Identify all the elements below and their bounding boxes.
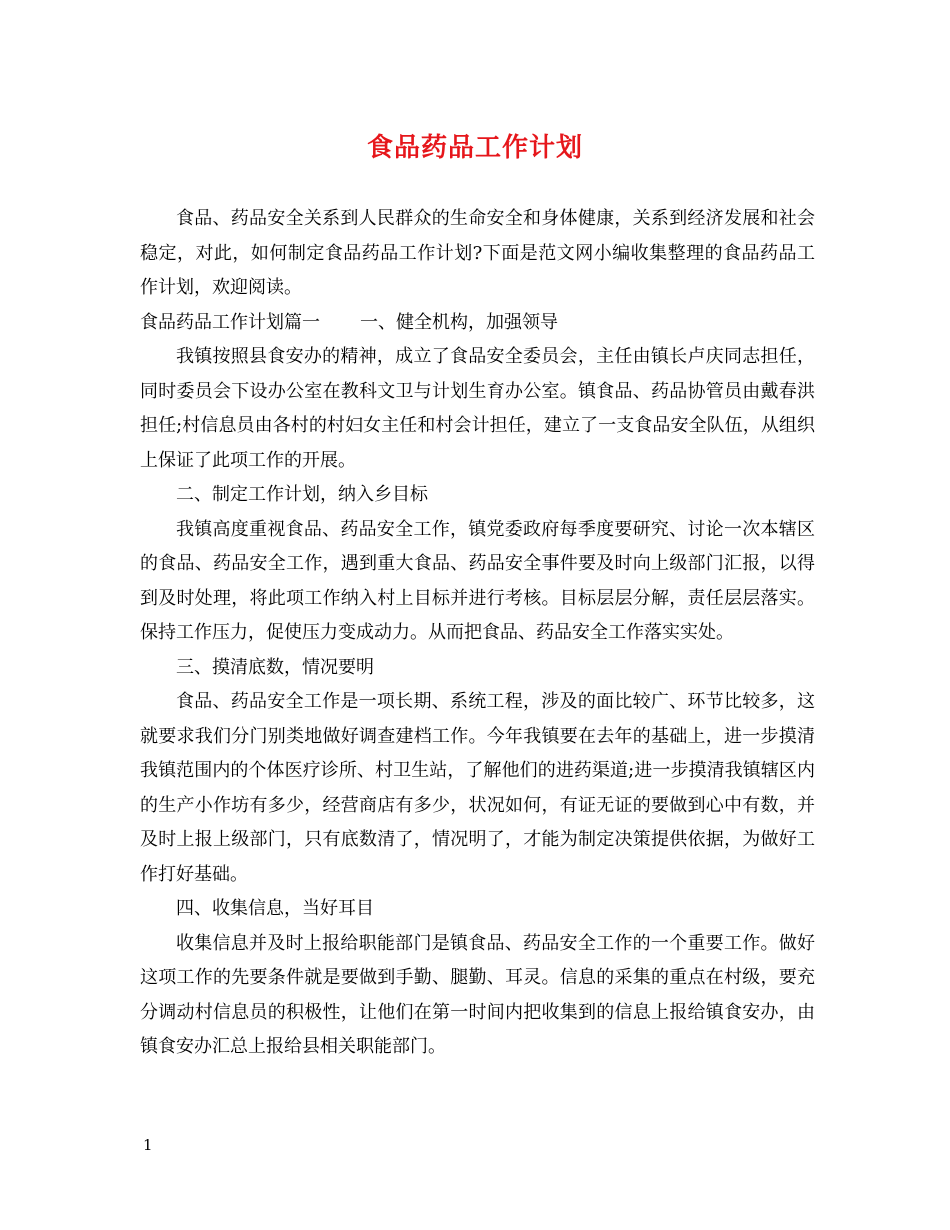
section-2-heading: 二、制定工作计划，纳入乡目标	[176, 484, 428, 505]
section-3-heading: 三、摸清底数，情况要明	[176, 656, 374, 678]
section-4-heading: 四、收集信息，当好耳目	[176, 898, 374, 919]
section-1-heading: 一、健全机构，加强领导	[360, 311, 558, 333]
section-3-body: 食品、药品安全工作是一项长期、系统工程，涉及的面比较广、环节比较多，这就要求我们分门别类地做好调查建档工作。今年我镇要在去年的基础上，进一步摸清我镇范围内的个体医疗诊所、村卫生站，了解他们的进药渠道;进一步摸清我镇辖区内的生产小作坊有多少，经营商店有多少，状况如何，有证无证的要做到心中有数，并及时上报上级部门，只有底数清了，情况明了，才能为制定决策提供依据，为做好工作打好基础。	[140, 691, 815, 885]
section-2-body: 我镇高度重视食品、药品安全工作，镇党委政府每季度要研究、讨论一次本辖区的食品、药品安全工作，遇到重大食品、药品安全事件要及时向上级部门汇报，以得到及时处理，将此项工作纳入村上目标并进行考核。目标层层分解，责任层层落实。保持工作压力，促使压力变成动力。从而把食品、药品安全工作落实实处。	[140, 518, 815, 643]
document-title: 食品药品工作计划	[366, 133, 583, 163]
section-1-body: 我镇按照县食安办的精神，成立了食品安全委员会，主任由镇长卢庆同志担任，同时委员会下设办公室在教科文卫与计划生育办公室。镇食品、药品协管员由戴春洪担任;村信息员由各村的村妇女主任和村会计担任，建立了一支食品安全队伍，从组织上保证了此项工作的开展。	[140, 346, 815, 471]
intro-paragraph: 食品、药品安全关系到人民群众的生命安全和身体健康，关系到经济发展和社会稳定，对此，如何制定食品药品工作计划?下面是范文网小编收集整理的食品药品工作计划，欢迎阅读。	[140, 208, 815, 298]
section-label: 食品药品工作计划篇一	[140, 311, 320, 333]
section-4-body: 收集信息并及时上报给职能部门是镇食品、药品安全工作的一个重要工作。做好这项工作的先要条件就是要做到手勤、腿勤、耳灵。信息的采集的重点在村级，要充分调动村信息员的积极性，让他们在第一时间内把收集到的信息上报给镇食安办，由镇食安办汇总上报给县相关职能部门。	[140, 932, 815, 1057]
document-body	[140, 202, 815, 1065]
page-number: 1	[143, 1136, 153, 1154]
section-1-heading-line	[140, 306, 815, 341]
